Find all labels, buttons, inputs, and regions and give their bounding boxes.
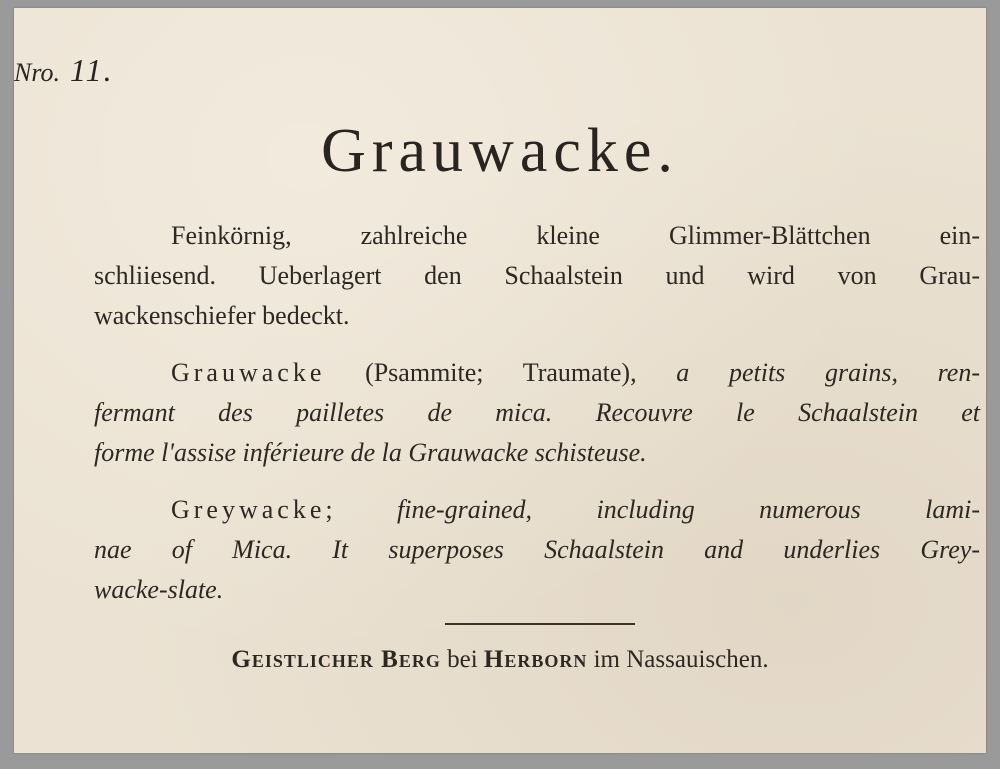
french-term: Grauwacke — [171, 358, 326, 387]
english-description — [94, 490, 980, 610]
french-line-2: fermant des pailletes de mica. Recouvre le Schaalstein et — [94, 398, 980, 427]
english-line-1-plain: ; — [325, 495, 398, 524]
locality-line — [14, 646, 986, 674]
english-term: Greywacke — [171, 495, 326, 524]
locality-place-1: Geistlicher Berg — [231, 646, 441, 673]
french-line-3: forme l'assise inférieure de la Grauwacke schisteuse. — [94, 438, 647, 467]
label-number-prefix: Nro. — [14, 58, 60, 87]
label-title: Grauwacke. — [321, 117, 679, 185]
english-line-1-italic: fine-grained, including numerous lami- — [397, 495, 980, 524]
german-description — [94, 216, 980, 336]
locality-connector-2: im Nassauischen. — [587, 646, 769, 673]
french-description — [94, 353, 980, 473]
english-line-1 — [94, 490, 980, 530]
french-line-1-plain: (Psammite; Traumate), — [325, 358, 677, 387]
locality-connector-1: bei — [440, 646, 484, 673]
english-line-3: wacke-slate. — [94, 575, 224, 604]
german-line-3: wackenschiefer bedeckt. — [94, 301, 350, 330]
english-line-2: nae of Mica. It superposes Schaalstein and underlies Grey- — [94, 535, 980, 564]
label-number — [14, 52, 114, 89]
locality-place-2: Herborn — [483, 646, 588, 673]
specimen-label — [14, 8, 986, 753]
label-number-value: 11. — [70, 52, 114, 88]
german-line-1: Feinkörnig, zahlreiche kleine Glimmer-Blättchen ein- — [171, 221, 980, 250]
french-line-1-italic: a petits grains, ren- — [676, 358, 980, 387]
divider-rule — [445, 623, 635, 625]
german-line-2: schliiesend. Ueberlagert den Schaalstein und wird von Grau- — [94, 261, 980, 290]
french-line-1 — [94, 353, 980, 393]
